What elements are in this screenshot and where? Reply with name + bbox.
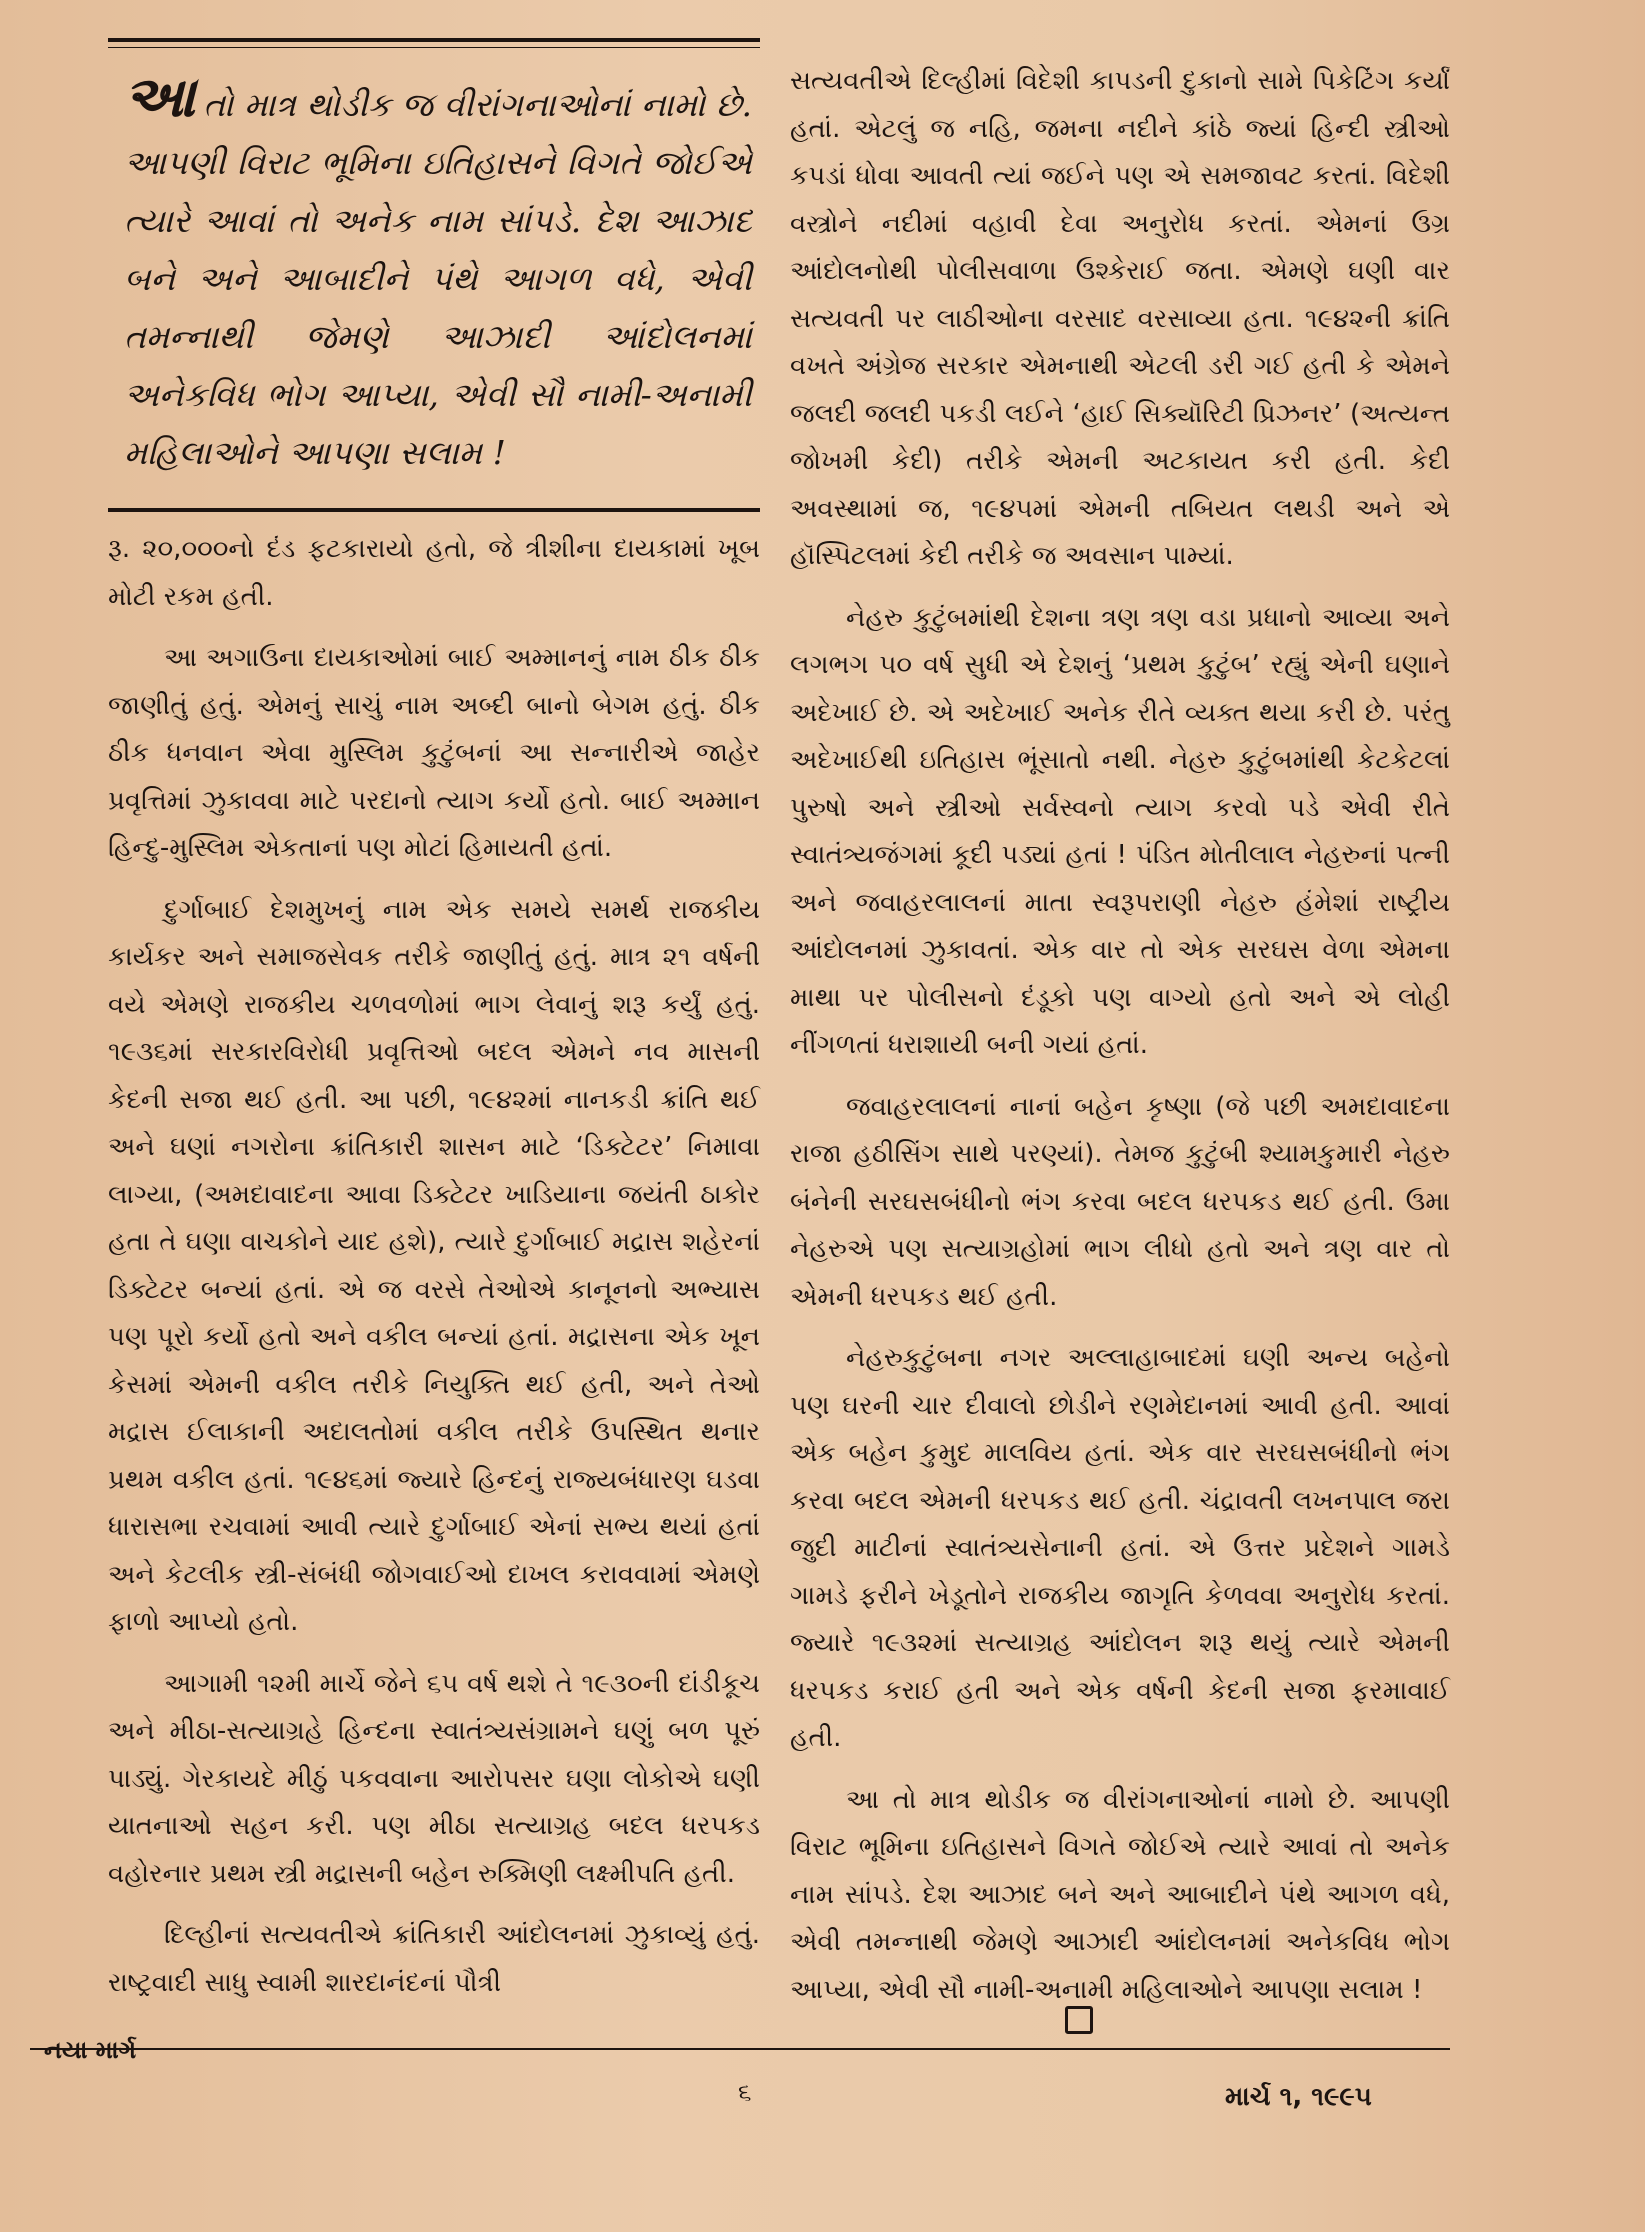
left-paragraph-2: આ અગાઉના દાયકાઓમાં બાઈ અમ્માનનું નામ ઠીક ઠીક જાણીતું હતું. એમનું સાચું નામ અબ્દી બાનો બેગમ હતું. ઠીક ઠીક ધનવાન એવા મુસ્લિમ કુટુંબનાં આ સન્નારીએ જાહેર પ્રવૃત્તિમાં ઝુકાવવા માટે પરદાનો ત્યાગ કર્યો હતો. બાઈ અમ્માન હિન્દુ-મુસ્લિમ એકતાનાં પણ મોટાં હિમાયતી હતાં. — [108, 643, 760, 863]
pullquote-dropcap: આ — [124, 64, 196, 130]
pullquote-bottom-rule — [108, 508, 760, 512]
right-column — [790, 58, 1450, 2028]
end-of-article-square-icon — [1065, 2006, 1093, 2034]
right-paragraph-1: સત્યવતીએ દિલ્હીમાં વિદેશી કાપડની દુકાનો સામે પિકેટિંગ કર્યાં હતાં. એટલું જ નહિ, જમના નદીને કાંઠે જ્યાં હિન્દી સ્ત્રીઓ કપડાં ધોવા આવતી ત્યાં જઈને પણ એ સમજાવટ કરતાં. વિદેશી વસ્ત્રોને નદીમાં વહાવી દેવા અનુરોધ કરતાં. એમનાં ઉગ્ર આંદોલનોથી પોલીસવાળા ઉશ્કેરાઈ જતા. એમણે ઘણી વાર સત્યવતી પર લાઠીઓના વરસાદ વરસાવ્યા હતા. ૧૯૪૨ની ક્રાંતિ વખતે અંગ્રેજ સરકાર એમનાથી એટલી ડરી ગઈ હતી કે એમને જલદી જલદી પકડી લઈને ‘હાઈ સિક્યૉરિટી પ્રિઝનર’ (અત્યન્ત જોખમી કેદી) તરીકે એમની અટકાયત કરી હતી. કેદી અવસ્થામાં જ, ૧૯૪૫માં એમની તબિયત લથડી અને એ હૉસ્પિટલમાં કેદી તરીકે જ અવસાન પામ્યાં. — [790, 66, 1450, 571]
right-paragraph-4: નેહરુકુટુંબના નગર અલ્લાહાબાદમાં ઘણી અન્ય બહેનો પણ ઘરની ચાર દીવાલો છોડીને રણમેદાનમાં આવી હતી. આવાં એક બહેન કુમુદ માલવિય હતાં. એક વાર સરઘસબંધીનો ભંગ કરવા બદલ એમની ધરપકડ થઈ હતી. ચંદ્રાવતી લખનપાલ જરા જુદી માટીનાં સ્વાતંત્ર્યસેનાની હતાં. એ ઉત્તર પ્રદેશને ગામડે ગામડે ફરીને ખેડૂતોને રાજકીય જાગૃતિ કેળવવા અનુરોધ કરતાં. જ્યારે ૧૯૩૨માં સત્યાગ્રહ આંદોલન શરૂ થયું ત્યારે એમની ધરપકડ કરાઈ હતી અને એક વર્ષની કેદની સજા ફરમાવાઈ હતી. — [790, 1343, 1450, 1753]
pullquote-top-rule — [108, 38, 760, 42]
left-paragraph-3: દુર્ગાબાઈ દેશમુખનું નામ એક સમયે સમર્થ રાજકીય કાર્યકર અને સમાજસેવક તરીકે જાણીતું હતું. માત્ર ૨૧ વર્ષની વયે એમણે રાજકીય ચળવળોમાં ભાગ લેવાનું શરૂ કર્યું હતું. ૧૯૩૬માં સરકારવિરોધી પ્રવૃત્તિઓ બદલ એમને નવ માસની કેદની સજા થઈ હતી. આ પછી, ૧૯૪૨માં નાનકડી ક્રાંતિ થઈ અને ઘણાં નગરોના ક્રાંતિકારી શાસન માટે ‘ડિક્ટેટર’ નિમાવા લાગ્યા, (અમદાવાદના આવા ડિક્ટેટર ખાડિયાના જયંતી ઠાકોર હતા તે ઘણા વાચકોને યાદ હશે), ત્યારે દુર્ગાબાઈ મદ્રાસ શહેરનાં ડિક્ટેટર બન્યાં હતાં. એ જ વરસે તેઓએ કાનૂનનો અભ્યાસ પણ પૂરો કર્યો હતો અને વકીલ બન્યાં હતાં. મદ્રાસના એક ખૂન કેસમાં એમની વકીલ તરીકે નિયુક્તિ થઈ હતી, અને તેઓ મદ્રાસ ઈલાકાની અદાલતોમાં વકીલ તરીકે ઉપસ્થિત થનાર પ્રથમ વકીલ હતાં. ૧૯૪૬માં જ્યારે હિન્દનું રાજ્યબંધારણ ઘડવા ધારાસભા રચવામાં આવી ત્યારે દુર્ગાબાઈ એનાં સભ્ય થયાં હતાં અને કેટલીક સ્ત્રી-સંબંધી જોગવાઈઓ દાખલ કરાવવામાં એમણે ફાળો આપ્યો હતો. — [108, 894, 760, 1637]
right-paragraph-2: નેહરુ કુટુંબમાંથી દેશના ત્રણ ત્રણ વડા પ્રધાનો આવ્યા અને લગભગ ૫૦ વર્ષ સુધી એ દેશનું ‘પ્રથમ કુટુંબ’ રહ્યું એની ઘણાને અદેખાઈ છે. એ અદેખાઈ અનેક રીતે વ્યક્ત થયા કરી છે. પરંતુ અદેખાઈથી ઇતિહાસ ભૂંસાતો નથી. નેહરુ કુટુંબમાંથી કેટકેટલાં પુરુષો અને સ્ત્રીઓ સર્વસ્વનો ત્યાગ કરવો પડે એવી રીતે સ્વાતંત્ર્યજંગમાં કૂદી પડ્યાં હતાં ! પંડિત મોતીલાલ નેહરુનાં પત્ની અને જવાહરલાલનાં માતા સ્વરૂપરાણી નેહરુ હંમેશાં રાષ્ટ્રીય આંદોલનમાં ઝુકાવતાં. એક વાર તો એક સરઘસ વેળા એમના માથા પર પોલીસનો દંડૂકો પણ વાગ્યો હતો અને એ લોહી નીંગળતાં ધરાશાયી બની ગયાં હતાં. — [790, 602, 1450, 1060]
right-paragraph-5: આ તો માત્ર થોડીક જ વીરાંગનાઓનાં નામો છે. આપણી વિરાટ ભૂમિના ઇતિહાસને વિગતે જોઈએ ત્યારે આવાં તો અનેક નામ સાંપડે. દેશ આઝાદ બને અને આબાદીને પંથે આગળ વધે, એવી તમન્નાથી જેમણે આઝાદી આંદોલનમાં અનેકવિધ ભોગ આપ્યા, એવી સૌ નામી-અનામી મહિલાઓને આપણા સલામ ! — [790, 1784, 1450, 2005]
left-paragraph-4: આગામી ૧૨મી માર્ચે જેને ૬૫ વર્ષ થશે તે ૧૯૩૦ની દાંડીકૂચ અને મીઠા-સત્યાગ્રહે હિન્દના સ્વાતંત્ર્યસંગ્રામને ઘણું બળ પૂરું પાડ્યું. ગેરકાયદે મીઠું પકવવાના આરોપસર ઘણા લોકોએ ઘણી યાતનાઓ સહન કરી. પણ મીઠા સત્યાગ્રહ બદલ ધરપકડ વહોરનાર પ્રથમ સ્ત્રી મદ્રાસની બહેન રુક્મિણી લક્ષ્મીપતિ હતી. — [108, 1668, 760, 1889]
publication-name: નયા માર્ગ — [44, 2036, 137, 2064]
footer-rule — [30, 2048, 1450, 2050]
left-column — [108, 38, 760, 2021]
pullquote-text: તો માત્ર થોડીક જ વીરાંગનાઓનાં નામો છે. આપણી વિરાટ ભૂમિના ઇતિહાસને વિગતે જોઈએ ત્યારે આવાં તો અનેક નામ સાંપડે. દેશ આઝાદ બને અને આબાદીને પંથે આગળ વધે, એવી તમન્નાથી જેમણે આઝાદી આંદોલનમાં અનેકવિધ ભોગ આપ્યા, એવી સૌ નામી-અનામી મહિલાઓને આપણા સલામ ! — [124, 85, 752, 472]
issue-date: માર્ચ ૧, ૧૯૯૫ — [1225, 2082, 1372, 2112]
pullquote — [108, 48, 760, 502]
right-paragraph-3: જવાહરલાલનાં નાનાં બહેન કૃષ્ણા (જે પછી અમદાવાદના રાજા હઠીસિંગ સાથે પરણ્યાં). તેમજ કુટુંબી શ્યામકુમારી નેહરુ બંનેની સરઘસબંધીનો ભંગ કરવા બદલ ધરપકડ થઈ હતી. ઉમા નેહરુએ પણ સત્યાગ્રહોમાં ભાગ લીધો હતો અને ત્રણ વાર તો એમની ધરપકડ થઈ હતી. — [790, 1091, 1450, 1312]
page-number: ૬ — [738, 2078, 752, 2106]
left-paragraph-1: રૂ. ૨૦,૦૦૦નો દંડ ફટકારાયો હતો, જે ત્રીશીના દાયકામાં ખૂબ મોટી રકમ હતી. — [108, 534, 760, 612]
left-paragraph-5: દિલ્હીનાં સત્યવતીએ ક્રાંતિકારી આંદોલનમાં ઝુકાવ્યું હતું. રાષ્ટ્રવાદી સાધુ સ્વામી શારદાનંદનાં પૌત્રી — [108, 1920, 760, 1998]
